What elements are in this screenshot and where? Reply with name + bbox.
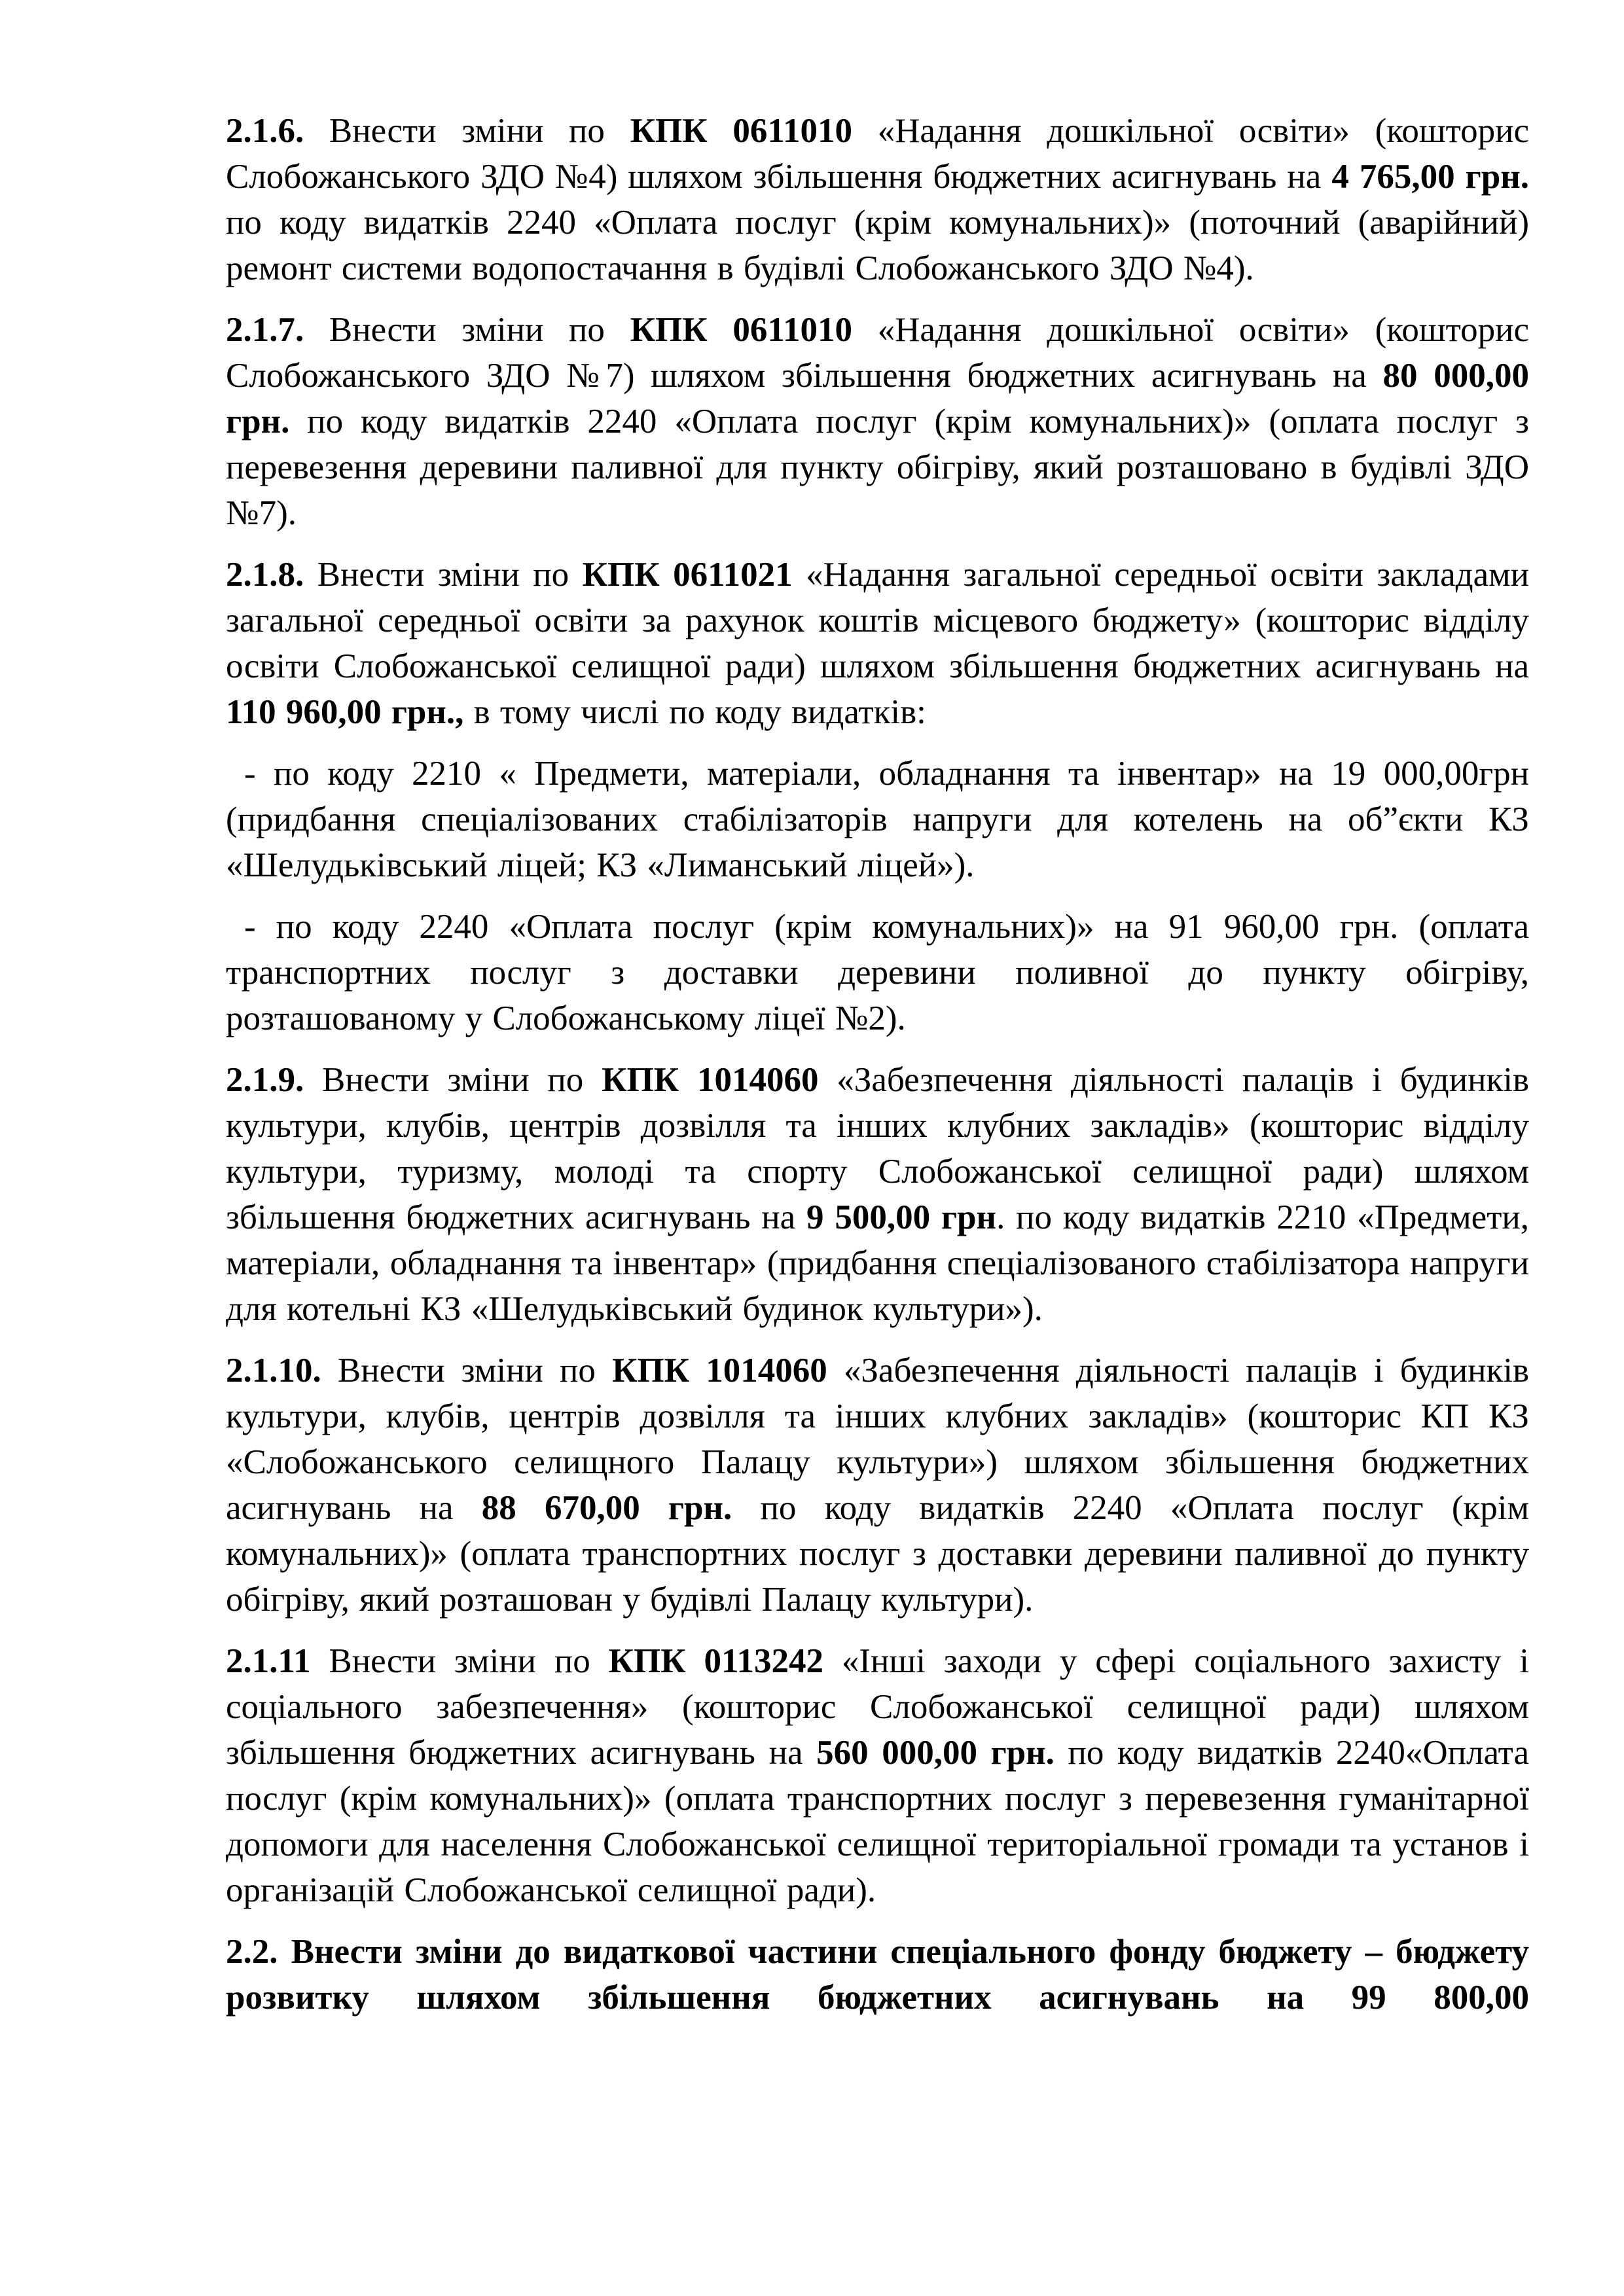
text-run-bold: 2.2. Внести зміни до видаткової частини спеціального фонду бюджету – бюджету розвитку шляхом збільшення бюджетних асигнувань на 99 800,00 (226, 1933, 1529, 2017)
text-run: Внести зміни по (304, 311, 630, 349)
paragraph-2-1-8 (226, 552, 1529, 735)
paragraph-2-1-11 (226, 1638, 1529, 1913)
text-run-bold: 2.1.9. (226, 1061, 304, 1099)
text-run-bold: 2.1.8. (226, 556, 304, 594)
paragraph-bullet-2240 (226, 904, 1529, 1041)
text-run: «Забезпечення діяльності палаців і будинків культури, клубів, центрів дозвілля та інших клубних закладів» (кошторис КП КЗ «Слобожанського селищного Палацу культури») шляхом збільшення бюджетних асигнувань на (226, 1352, 1529, 1527)
text-run-bold: КПК 1014060 (611, 1352, 827, 1390)
paragraph-2-2 (226, 1929, 1529, 2020)
text-run: Внести зміни по (321, 1352, 612, 1390)
text-run: по коду видатків 2240«Оплата послуг (крім комунальних)» (оплата транспортних послуг з перевезення гуманітарної допомоги для населення Слобожанської селищної територіальної громади та установ і організацій Слобожанської селищної ради). (226, 1734, 1529, 1909)
text-run-bold: 9 500,00 грн (806, 1198, 997, 1236)
text-run-bold: 80 000,00 грн. (226, 357, 1529, 440)
text-run: . по коду видатків 2210 «Предмети, матеріали, обладнання та інвентар» (придбання спеціалізованого стабілізатора напруги для котельні КЗ «Шелудьківський будинок культури»). (226, 1198, 1529, 1328)
text-run-bold: КПК 0611021 (582, 556, 793, 594)
text-run: «Забезпечення діяльності палаців і будинків культури, клубів, центрів дозвілля та інших клубних закладів» (кошторис відділу культури, туризму, молоді та спорту Слобожанської селищної ради) шляхом збільшення бюджетних асигнувань на (226, 1061, 1529, 1236)
text-run: по коду видатків 2240 «Оплата послуг (крім комунальних)» (поточний (аварійний) ремонт системи водопостачання в будівлі Слобожанського ЗДО №4). (226, 204, 1529, 287)
paragraph-bullet-2210 (226, 751, 1529, 888)
text-run: «Надання загальної середньої освіти закладами загальної середньої освіти за рахунок коштів місцевого бюджету» (кошторис відділу освіти Слобожанської селищної ради) шляхом збільшення бюджетних асигнувань на (226, 556, 1529, 685)
text-run-bold: 2.1.7. (226, 311, 304, 349)
text-run: в тому числі по коду видатків: (463, 693, 926, 731)
text-run-bold: КПК 0611010 (630, 112, 852, 150)
text-run: Внести зміни по (304, 556, 583, 594)
text-run-bold: КПК 0611010 (630, 311, 852, 349)
text-run-bold: 4 765,00 грн. (1331, 158, 1529, 196)
text-run-bold: КПК 0113242 (608, 1642, 824, 1680)
text-run: по коду видатків 2240 «Оплата послуг (крім комунальних)» (оплата послуг з перевезення деревини паливної для пункту обігріву, який розташовано в будівлі ЗДО №7). (226, 403, 1529, 532)
text-run-bold: 560 000,00 грн. (816, 1734, 1055, 1772)
paragraph-2-1-6 (226, 108, 1529, 291)
paragraph-2-1-9 (226, 1057, 1529, 1332)
text-run: Внести зміни по (304, 112, 630, 150)
paragraph-2-1-7 (226, 307, 1529, 536)
text-run-bold: 2.1.6. (226, 112, 304, 150)
document-body (226, 108, 1529, 2020)
text-run-bold: 2.1.10. (226, 1352, 321, 1390)
text-run: Внести зміни по (304, 1061, 602, 1099)
text-run-bold: 110 960,00 грн., (226, 693, 464, 731)
text-run: - по коду 2210 « Предмети, матеріали, обладнання та інвентар» на 19 000,00грн (придбання спеціалізованих стабілізаторів напруги для котелень на об”єкти КЗ «Шелудьківський ліцей; КЗ «Лиманський ліцей»). (226, 755, 1529, 884)
text-run-bold: КПК 1014060 (602, 1061, 819, 1099)
text-run: «Надання дошкільної освіти» (кошторис Слобожанського ЗДО №4) шляхом збільшення бюджетних асигнувань на (226, 112, 1529, 196)
text-run-bold: 2.1.11 (226, 1642, 311, 1680)
text-run: Внести зміни по (310, 1642, 609, 1680)
text-run: - по коду 2240 «Оплата послуг (крім комунальних)» на 91 960,00 грн. (оплата транспортних послуг з доставки деревини поливної до пункту обігріву, розташованому у Слобожанському ліцеї №2). (226, 908, 1529, 1037)
text-run: «Інші заходи у сфері соціального захисту і соціального забезпечення» (кошторис Слобожанської селищної ради) шляхом збільшення бюджетних асигнувань на (226, 1642, 1529, 1772)
text-run: по коду видатків 2240 «Оплата послуг (крім комунальних)» (оплата транспортних послуг з доставки деревини паливної до пункту обігріву, який розташован у будівлі Палацу культури). (226, 1489, 1529, 1619)
paragraph-2-1-10 (226, 1348, 1529, 1623)
text-run: «Надання дошкільної освіти» (кошторис Слобожанського ЗДО №7) шляхом збільшення бюджетних асигнувань на (226, 311, 1529, 395)
text-run-bold: 88 670,00 грн. (481, 1489, 732, 1527)
